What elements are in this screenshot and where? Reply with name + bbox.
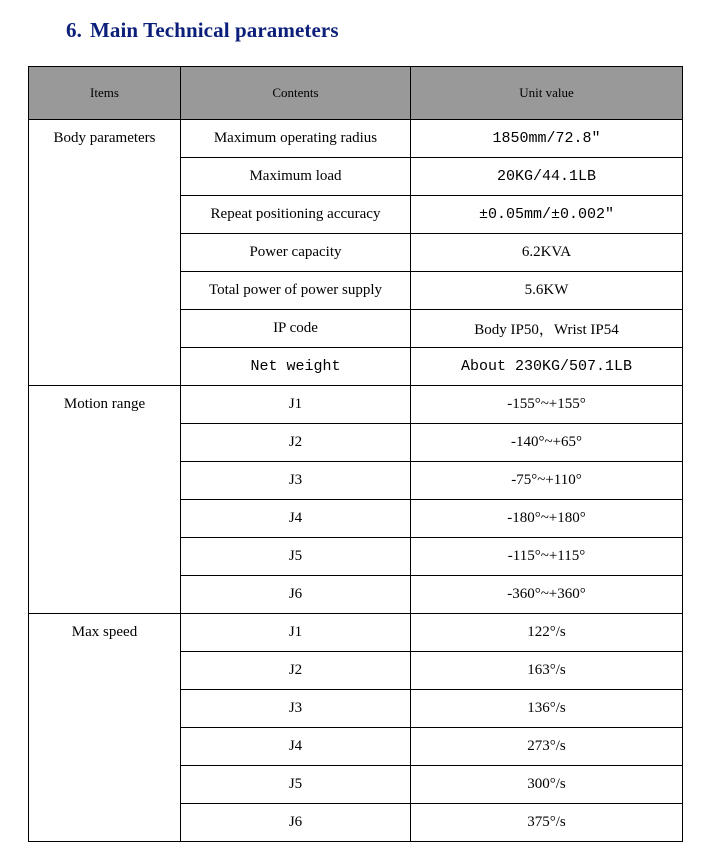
row-value: -140°~+65°: [411, 424, 683, 462]
row-value: 300°/s: [411, 766, 683, 804]
section-number: 6.: [66, 18, 82, 42]
row-value: 1850mm/72.8″: [411, 120, 683, 158]
row-value: 163°/s: [411, 652, 683, 690]
row-content: J4: [181, 500, 411, 538]
row-value: 136°/s: [411, 690, 683, 728]
row-value: 6.2KVA: [411, 234, 683, 272]
row-content: J3: [181, 462, 411, 500]
row-value: -180°~+180°: [411, 500, 683, 538]
header-unit-value: Unit value: [411, 67, 683, 120]
table-header-row: [29, 67, 683, 120]
section-heading: [66, 18, 339, 43]
row-content: Maximum load: [181, 158, 411, 196]
row-content: J4: [181, 728, 411, 766]
row-value: 5.6KW: [411, 272, 683, 310]
row-content: Maximum operating radius: [181, 120, 411, 158]
group-label-body-parameters: Body parameters: [29, 120, 181, 386]
row-content: J2: [181, 652, 411, 690]
row-content: J2: [181, 424, 411, 462]
row-content: J6: [181, 576, 411, 614]
row-value: -115°~+115°: [411, 538, 683, 576]
row-content: J3: [181, 690, 411, 728]
row-value: -155°~+155°: [411, 386, 683, 424]
technical-parameters-table: [28, 66, 683, 842]
table-row: [29, 386, 683, 424]
row-content: Net weight: [181, 348, 411, 386]
row-value: 273°/s: [411, 728, 683, 766]
header-items: Items: [29, 67, 181, 120]
section-title: Main Technical parameters: [89, 18, 339, 42]
row-content: J5: [181, 766, 411, 804]
row-content: J6: [181, 804, 411, 842]
row-content: J1: [181, 386, 411, 424]
row-value: Body IP50，Wrist IP54: [411, 310, 683, 348]
row-content: J5: [181, 538, 411, 576]
row-content: Total power of power supply: [181, 272, 411, 310]
row-value: 20KG/44.1LB: [411, 158, 683, 196]
row-value: ±0.05mm/±0.002″: [411, 196, 683, 234]
row-content: Repeat positioning accuracy: [181, 196, 411, 234]
row-value: 122°/s: [411, 614, 683, 652]
row-value: -75°~+110°: [411, 462, 683, 500]
row-value: About 230KG/507.1LB: [411, 348, 683, 386]
row-value: -360°~+360°: [411, 576, 683, 614]
table-row: [29, 614, 683, 652]
group-label-max-speed: Max speed: [29, 614, 181, 842]
header-contents: Contents: [181, 67, 411, 120]
row-content: J1: [181, 614, 411, 652]
row-content: IP code: [181, 310, 411, 348]
row-value: 375°/s: [411, 804, 683, 842]
table-row: [29, 120, 683, 158]
group-label-motion-range: Motion range: [29, 386, 181, 614]
row-content: Power capacity: [181, 234, 411, 272]
